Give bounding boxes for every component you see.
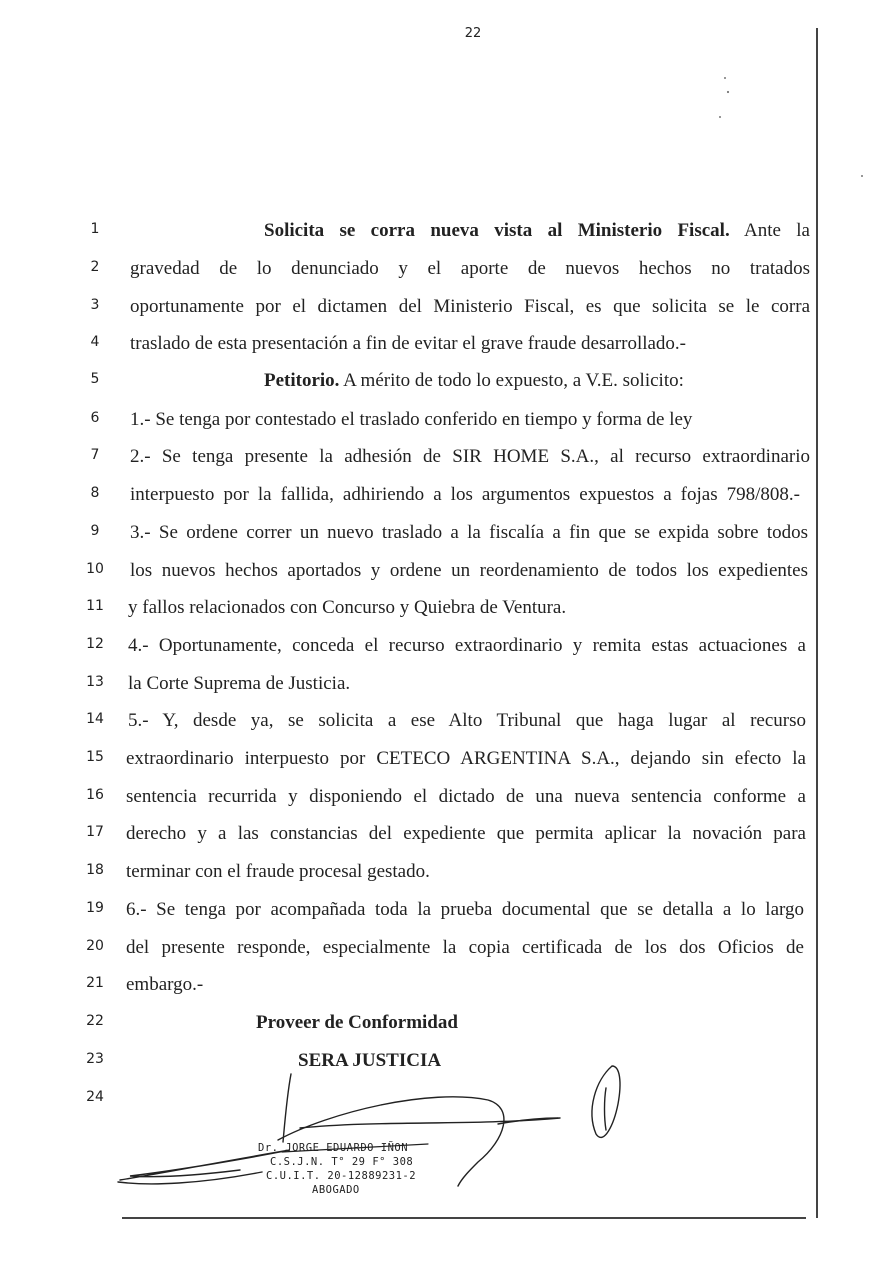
line-number: 9 <box>90 523 100 539</box>
stamp-title: ABOGADO <box>312 1184 360 1196</box>
text-line-10: los nuevos hechos aportados y ordene un reordenamiento de todos los expedientes <box>130 560 808 581</box>
text-line-7: 2.- Se tenga presente la adhesión de SIR HOME S.A., al recurso extraordinario <box>130 446 810 467</box>
line-number: 22 <box>86 1013 104 1029</box>
line-number: 21 <box>86 975 104 991</box>
line-number: 11 <box>86 598 104 614</box>
line-number: 4 <box>90 334 100 350</box>
closing-sera-justicia: SERA JUSTICIA <box>298 1050 442 1071</box>
line-number: 10 <box>86 561 104 577</box>
line-number: 6 <box>90 410 100 426</box>
text-fragment: A mérito de todo lo expuesto, a V.E. solicito: <box>339 370 684 391</box>
text-line-9: 3.- Se ordene correr un nuevo traslado a la fiscalía a fin que se expida sobre todos <box>130 522 808 543</box>
text-line-21: embargo.- <box>126 974 204 995</box>
text-line-2: gravedad de lo denunciado y el aporte de nuevos hechos no tratados <box>130 258 810 279</box>
signature-stroke <box>283 1074 291 1142</box>
line-number: 15 <box>86 749 104 765</box>
stamp-cuit: C.U.I.T. 20-12889231-2 <box>266 1170 417 1182</box>
text-line-4: traslado de esta presentación a fin de evitar el grave fraude desarrollado.- <box>130 333 687 354</box>
scan-speck <box>719 116 721 118</box>
line-number: 7 <box>90 447 100 463</box>
signature-stroke <box>118 1172 262 1184</box>
section-heading-fiscal: Solicita se corra nueva vista al Ministerio Fiscal. <box>264 220 730 241</box>
lawyer-stamp <box>258 1141 416 1197</box>
text-line-17: derecho y a las constancias del expediente que permita aplicar la novación para <box>126 823 806 844</box>
text-line-20: del presente responde, especialmente la copia certificada de los dos Oficios de <box>126 937 804 958</box>
line-number: 23 <box>86 1051 104 1067</box>
text-line-15: extraordinario interpuesto por CETECO ARGENTINA S.A., dejando sin efecto la <box>126 748 806 769</box>
text-line-3: oportunamente por el dictamen del Ministerio Fiscal, es que solicita se le corra <box>130 296 810 317</box>
scan-speck <box>727 91 729 93</box>
text-line-14: 5.- Y, desde ya, se solicita a ese Alto Tribunal que haga lugar al recurso <box>128 710 806 731</box>
text-line-12: 4.- Oportunamente, conceda el recurso extraordinario y remita estas actuaciones a <box>128 635 806 656</box>
text-line-16: sentencia recurrida y disponiendo el dictado de una nueva sentencia conforme a <box>126 786 806 807</box>
text-line-11: y fallos relacionados con Concurso y Quiebra de Ventura. <box>128 597 567 618</box>
line-number: 14 <box>86 711 104 727</box>
text-line-13: la Corte Suprema de Justicia. <box>128 673 351 694</box>
line-number: 18 <box>86 862 104 878</box>
line-number: 5 <box>90 371 100 387</box>
line-number: 2 <box>90 259 100 275</box>
line-number: 24 <box>86 1089 104 1105</box>
section-heading-petitorio: Petitorio. <box>264 370 340 391</box>
signature-stroke <box>605 1088 607 1130</box>
text-fragment: Ante la <box>729 220 810 241</box>
line-number: 8 <box>90 485 100 501</box>
signature-stroke <box>300 1118 560 1128</box>
text-line-19: 6.- Se tenga por acompañada toda la prueba documental que se detalla a lo largo <box>126 899 804 920</box>
scan-speck <box>861 175 863 177</box>
line-number: 20 <box>86 938 104 954</box>
line-number: 19 <box>86 900 104 916</box>
stamp-name: Dr. JORGE EDUARDO IÑON <box>258 1142 409 1154</box>
line-number: 17 <box>86 824 104 840</box>
line-number: 3 <box>90 297 100 313</box>
line-number: 12 <box>86 636 104 652</box>
stamp-registry: C.S.J.N. T° 29 F° 308 <box>270 1156 414 1168</box>
page-number: 22 <box>464 26 482 41</box>
text-line-8: interpuesto por la fallida, adhiriendo a los argumentos expuestos a fojas 798/808.- <box>130 484 800 505</box>
closing-proveer: Proveer de Conformidad <box>256 1012 458 1033</box>
text-line-6: 1.- Se tenga por contestado el traslado conferido en tiempo y forma de ley <box>130 409 693 430</box>
line-number: 13 <box>86 674 104 690</box>
line-number: 1 <box>90 221 100 237</box>
text-line-18: terminar con el fraude procesal gestado. <box>126 861 430 882</box>
line-number: 16 <box>86 787 104 803</box>
scan-speck <box>724 77 726 79</box>
